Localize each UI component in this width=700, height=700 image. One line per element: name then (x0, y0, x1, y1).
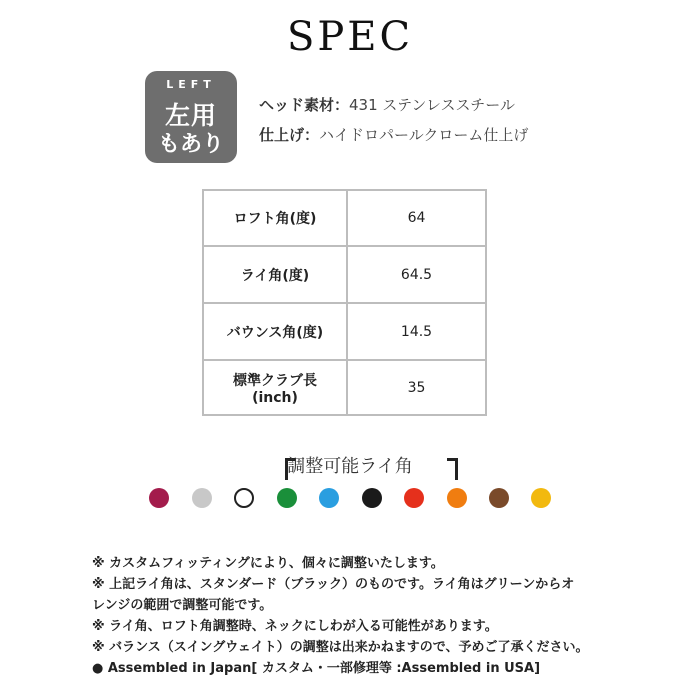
note-line: ※ ライ角、ロフト角調整時、ネックにしわが入る可能性があります。 (92, 619, 498, 634)
table-value: 64.5 (347, 246, 486, 303)
color-dot (404, 488, 424, 508)
table-label: ライ角(度) (203, 246, 347, 303)
table-label-club-length (203, 360, 347, 415)
table-label: 標準クラブ長 (233, 372, 317, 389)
table-row (203, 360, 486, 415)
table-value: 14.5 (347, 303, 486, 360)
table-label: ロフト角(度) (203, 190, 347, 246)
table-value: 35 (347, 360, 486, 415)
color-dot (489, 488, 509, 508)
spec-head-material (259, 94, 515, 115)
color-dot (447, 488, 467, 508)
color-dot (531, 488, 551, 508)
color-dot (362, 488, 382, 508)
bracket-right (447, 458, 458, 480)
adjustable-lie-label: 調整可能ライ角 (287, 456, 413, 477)
table-row (203, 303, 486, 360)
note-line: ※ 上記ライ角は、スタンダード（ブラック）のものです。ライ角はグリーンからオ (92, 577, 575, 592)
badge-bottom-text: もあり (157, 132, 224, 157)
note-line: ※ バランス（スイングウェイト）の調整は出来かねますので、予めご了承ください。 (92, 640, 589, 655)
spec-value: 431 ステンレススチール (349, 96, 515, 114)
color-dot (149, 488, 169, 508)
badge-middle-text: 左用 (164, 101, 217, 130)
spec-value: ハイドロパールクローム仕上げ (319, 126, 529, 144)
note-line: レンジの範囲で調整可能です。 (92, 598, 273, 613)
table-row (203, 246, 486, 303)
page-title: SPEC (286, 14, 414, 60)
spec-key: ヘッド素材： (259, 96, 350, 114)
notes (92, 553, 682, 679)
table-value: 64 (347, 190, 486, 246)
spec-finish (259, 124, 528, 145)
badge-top-text: LEFT (166, 78, 216, 91)
note-line: ● Assembled in Japan[ カスタム・一部修理等 :Assembled in USA] (92, 661, 541, 676)
table-sublabel: (inch) (252, 389, 298, 406)
spec-table (202, 189, 487, 416)
color-dot (277, 488, 297, 508)
spec-key: 仕上げ： (259, 126, 320, 144)
note-line: ※ カスタムフィッティングにより、個々に調整いたします。 (92, 556, 444, 571)
color-dot (319, 488, 339, 508)
color-dot (192, 488, 212, 508)
table-row (203, 190, 486, 246)
left-handed-badge (145, 71, 237, 163)
table-label: バウンス角(度) (203, 303, 347, 360)
color-dot (234, 488, 254, 508)
